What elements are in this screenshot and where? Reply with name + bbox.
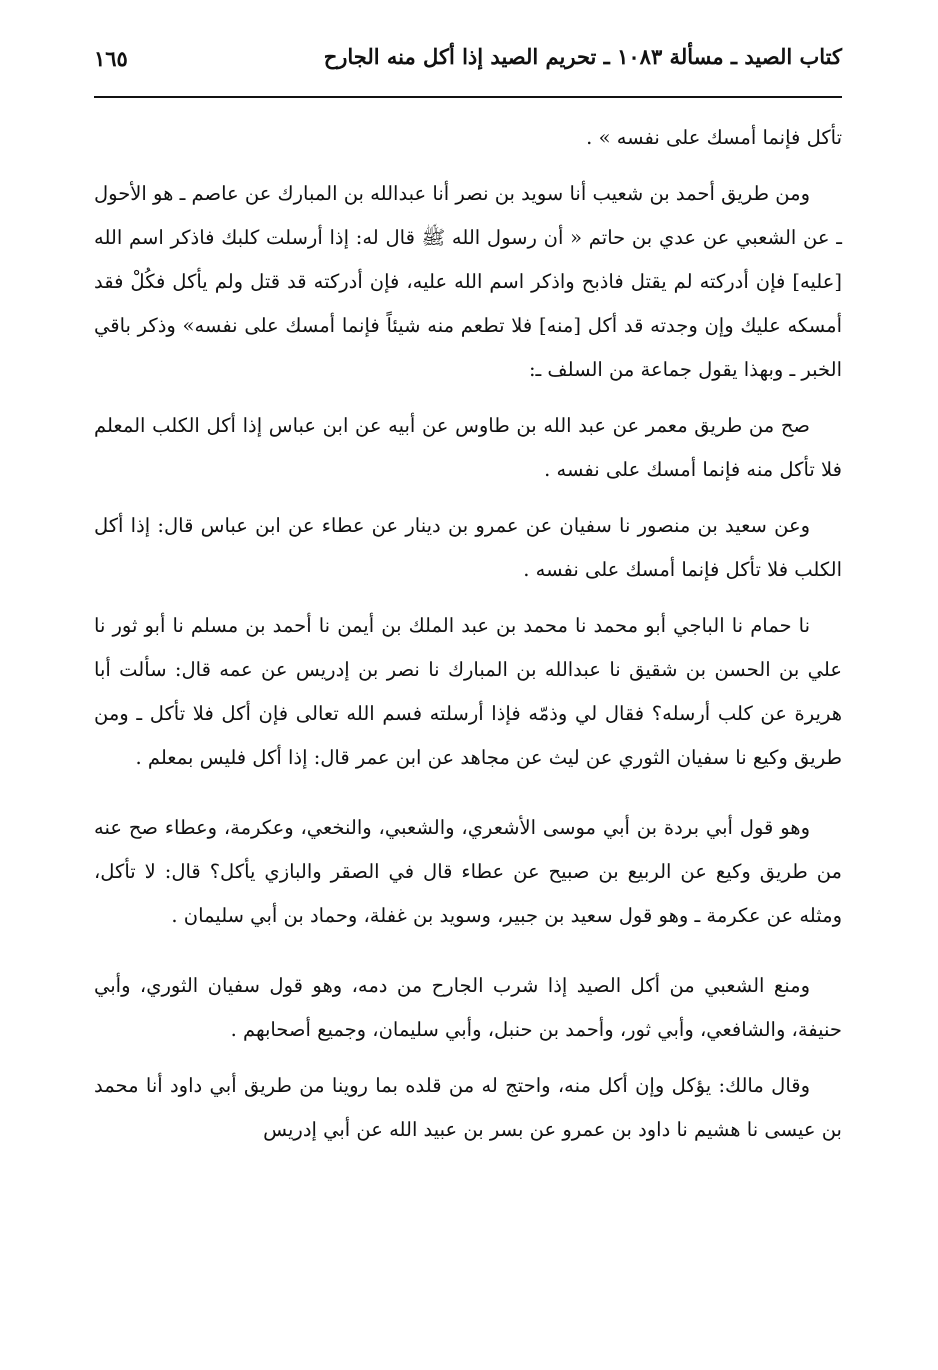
- paragraph: صح من طريق معمر عن عبد الله بن طاوس عن أبيه عن ابن عباس إذا أكل الكلب المعلم فلا تأكل منه فإنما أمسك على نفسه .: [94, 414, 842, 481]
- paragraph-continuation: تأكل فإنما أمسك على نفسه » .: [586, 126, 842, 149]
- header-rule: [94, 96, 842, 98]
- running-title: كتاب الصيد ـ مسألة ١٠٨٣ ـ تحريم الصيد إذا أكل منه الجارح: [323, 44, 842, 69]
- paragraph: وقال مالك: يؤكل وإن أكل منه، واحتج له من قلده بما روينا من طريق أبي داود أنا محمد بن عيسى نا هشيم نا داود بن عمرو عن بسر بن عبيد الله عن أبي إدريس: [94, 1074, 842, 1141]
- paragraph: وهو قول أبي بردة بن أبي موسى الأشعري، والشعبي، والنخعي، وعكرمة، وعطاء صح عنه من طريق وكيع عن الربيع بن صبيح عن عطاء قال في الصقر والبازي يأكل؟ قال: لا تأكل، ومثله عن عكرمة ـ وهو قول سعيد بن جبير، وسويد بن غفلة، وحماد بن أبي سليمان .: [94, 816, 842, 927]
- paragraph: ومن طريق أحمد بن شعيب أنا سويد بن نصر أنا عبدالله بن المبارك عن عاصم ـ هو الأحول ـ عن الشعبي عن عدي بن حاتم « أن رسول الله ﷺ قال له: إذا أرسلت كلبك فاذكر اسم الله [عليه] فإن أدركته لم يقتل فاذبح واذكر اسم الله عليه، فإن أدركته قد قتل ولم يأكل فكُلْ فقد أمسكه عليك وإن وجدته قد أكل [منه] فلا تطعم منه شيئاً فإنما أمسك على نفسه» وذكر باقي الخبر ـ وبهذا يقول جماعة من السلف ـ:: [94, 182, 842, 381]
- paragraph: ومنع الشعبي من أكل الصيد إذا شرب الجارح من دمه، وهو قول سفيان الثوري، وأبي حنيفة، والشافعي، وأبي ثور، وأحمد بن حنبل، وأبي سليمان، وجميع أصحابهم .: [94, 974, 842, 1041]
- page-header: [94, 44, 842, 80]
- page-number: ١٦٥: [94, 46, 128, 71]
- paragraph: نا حمام نا الباجي أبو محمد نا محمد بن عبد الملك بن أيمن نا أحمد بن مسلم نا أبو ثور نا علي بن الحسن بن شقيق نا عبدالله بن المبارك نا نصر بن إدريس عن عمه قال: سألت أبا هريرة عن كلب أرسله؟ فقال لي وذمّه فإذا أرسلته فسم الله تعالى فإن أكل فلا تأكل ـ ومن طريق وكيع نا سفيان الثوري عن ليث عن مجاهد عن ابن عمر قال: إذا أكل فليس بمعلم .: [94, 614, 842, 769]
- paragraph: وعن سعيد بن منصور نا سفيان عن عمرو بن دينار عن عطاء عن ابن عباس قال: إذا أكل الكلب فلا تأكل فإنما أمسك على نفسه .: [94, 514, 842, 581]
- body-text: [94, 116, 842, 1164]
